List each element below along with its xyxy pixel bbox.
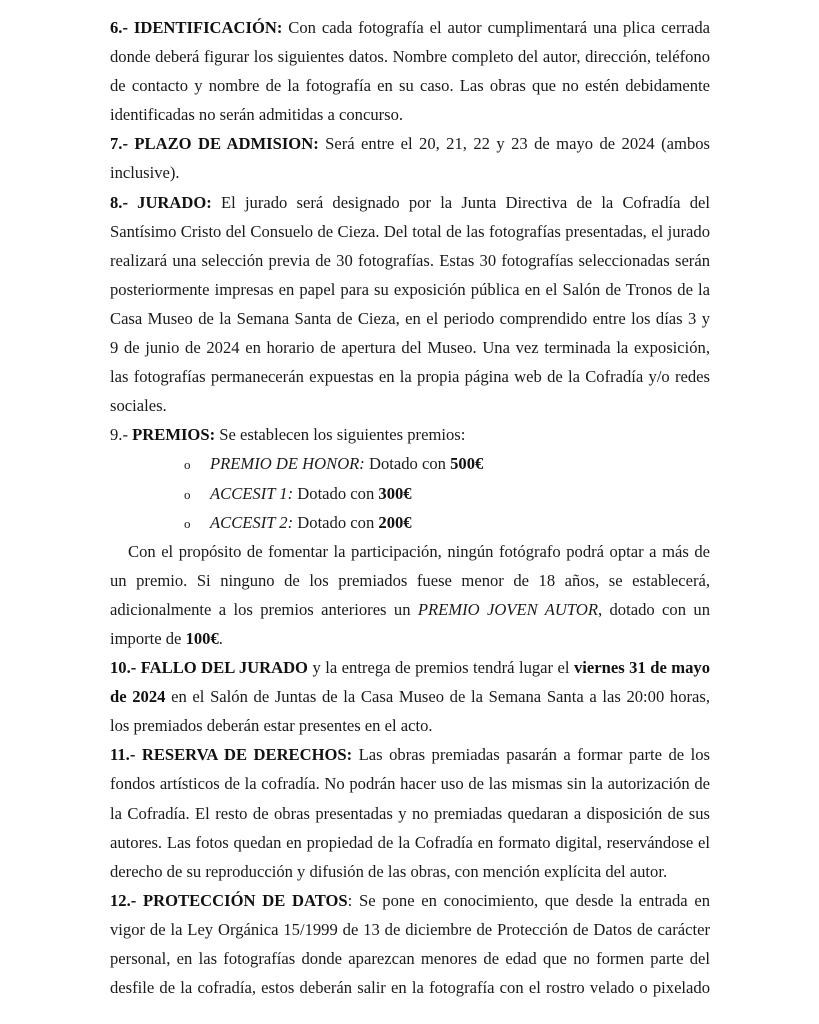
event-date: viernes 31 de mayo (573, 658, 710, 678)
section-identificacion (110, 13, 710, 129)
text-line: identificadas no serán admitidas a concurso. (110, 105, 404, 125)
text-line: vigor de la Ley Orgánica 15/1999 de 13 de diciembre de Protección de Datos de carácter (110, 919, 710, 939)
text-line: derecho de su reproducción y difusión de las obras, con mención explícita del autor. (110, 861, 668, 881)
text-span: , dotado con un (597, 599, 710, 619)
section-heading: 11.- RESERVA DE DERECHOS: (110, 745, 353, 765)
prize-amount: 300€ (378, 483, 412, 503)
prize-list-item (110, 508, 710, 537)
text-line: de contacto y nombre de la fotografía en su caso. Las obras que no estén debidamente (110, 76, 710, 96)
section-jurado (110, 188, 710, 421)
document-page (110, 13, 710, 1002)
text-span: y la entrega de premios tendrá lugar el (307, 658, 574, 678)
prize-list-item (110, 479, 710, 508)
prize-amount: 200€ (378, 512, 412, 532)
text-span: importe de (110, 628, 186, 648)
text-line (110, 653, 710, 682)
text-line (110, 129, 710, 158)
text-line: autores. Las fotos quedan en propiedad de la Cofradía en formato digital, reservándose el (110, 832, 710, 852)
text-line: un premio. Si ninguno de los premiados fuese menor de 18 años, se establecerá, (110, 570, 710, 590)
text-line (110, 188, 710, 217)
text-span: Será entre el 20, 21, 22 y 23 de mayo de 2024 (ambos (318, 134, 710, 154)
section-heading: 12.- PROTECCIÓN DE DATOS (110, 890, 348, 910)
section-heading: 8.- JURADO: (110, 192, 212, 212)
text-line (110, 420, 710, 449)
text-line: Casa Museo de la Semana Santa de Cieza, en el periodo comprendido entre los días 3 y (110, 308, 710, 328)
prize-name: ACCESIT 1: (210, 483, 294, 503)
text-line: Con el propósito de fomentar la participación, ningún fotógrafo podrá optar a más de (128, 541, 710, 561)
text-line: inclusive). (110, 163, 180, 183)
text-line (110, 13, 710, 42)
circle-bullet-icon: o (184, 457, 191, 473)
text-line: desfile de la cofradía, estos deberán salir en la fotografía con el rostro velado o pixelado (110, 978, 710, 998)
text-span: Con cada fotografía el autor cumplimentará una plica cerrada (282, 18, 710, 37)
section-premios (110, 420, 710, 653)
text-line: personal, en las fotografías donde aparezcan menores de edad que no formen parte del (110, 949, 710, 968)
prize-name: ACCESIT 2: (210, 512, 294, 532)
text-line: sociales. (110, 396, 167, 416)
prize-list-item (110, 449, 710, 478)
text-line: donde deberá figurar los siguientes datos. Nombre completo del autor, dirección, teléfono (110, 47, 710, 67)
section-fallo-jurado (110, 653, 710, 740)
text-line (110, 740, 710, 769)
text-line (110, 595, 710, 624)
text-span: . (218, 628, 223, 648)
text-span: adicionalmente a los premios anteriores un (110, 599, 418, 619)
text-line: la Cofradía. El resto de obras presentadas y no premiadas quedaran a disposición de sus (110, 803, 710, 823)
prize-amount: 100€ (185, 628, 219, 648)
section-heading: 6.- IDENTIFICACIÓN: (110, 18, 283, 37)
event-date: de 2024 (110, 687, 166, 707)
prize-text: Dotado con (364, 454, 451, 474)
text-line: los premiados deberán estar presentes en el acto. (110, 716, 433, 736)
text-line: posteriormente impresas en papel para su exposición pública en el Salón de Tronos de la (110, 279, 710, 299)
prize-name: PREMIO DE HONOR: (210, 454, 365, 474)
text-line (110, 682, 710, 711)
prize-text: Dotado con (293, 512, 379, 532)
section-heading: 7.- PLAZO DE ADMISION: (110, 134, 319, 154)
text-span: El jurado será designado por la Junta Directiva de la Cofradía del (211, 192, 710, 212)
section-heading: PREMIOS: (132, 425, 216, 445)
section-proteccion-datos (110, 886, 710, 1002)
text-line (110, 886, 710, 915)
circle-bullet-icon: o (184, 515, 191, 531)
text-line (110, 624, 710, 653)
text-span: Las obras premiadas pasarán a formar parte de los (352, 745, 710, 765)
prize-amount: 500€ (450, 454, 484, 474)
text-span: en el Salón de Juntas de la Casa Museo de la Semana Santa a las 20:00 horas, (165, 687, 711, 707)
text-line: 9 de junio de 2024 en horario de apertura del Museo. Una vez terminada la exposición, (110, 338, 710, 358)
text-line: fondos artísticos de la cofradía. No podrán hacer uso de las mismas sin la autorización de (110, 774, 710, 794)
section-heading: 10.- FALLO DEL JURADO (110, 658, 308, 678)
section-reserva-derechos (110, 740, 710, 885)
circle-bullet-icon: o (184, 486, 191, 502)
text-span: Se establecen los siguientes premios: (215, 425, 466, 445)
text-line: las fotografías permanecerán expuestas en la propia página web de la Cofradía y/o redes (110, 367, 710, 387)
text-line: realizará una selección previa de 30 fotografías. Estas 30 fotografías seleccionadas serán (110, 250, 710, 270)
prize-name: PREMIO JOVEN AUTOR (417, 599, 598, 619)
section-plazo-admision (110, 129, 710, 187)
text-line: Santísimo Cristo del Consuelo de Cieza. Del total de las fotografías presentadas, el jurado (110, 221, 710, 241)
text-span: : Se pone en conocimiento, que desde la entrada en (347, 890, 711, 910)
prize-text: Dotado con (293, 483, 379, 503)
section-number: 9.- (110, 425, 133, 445)
